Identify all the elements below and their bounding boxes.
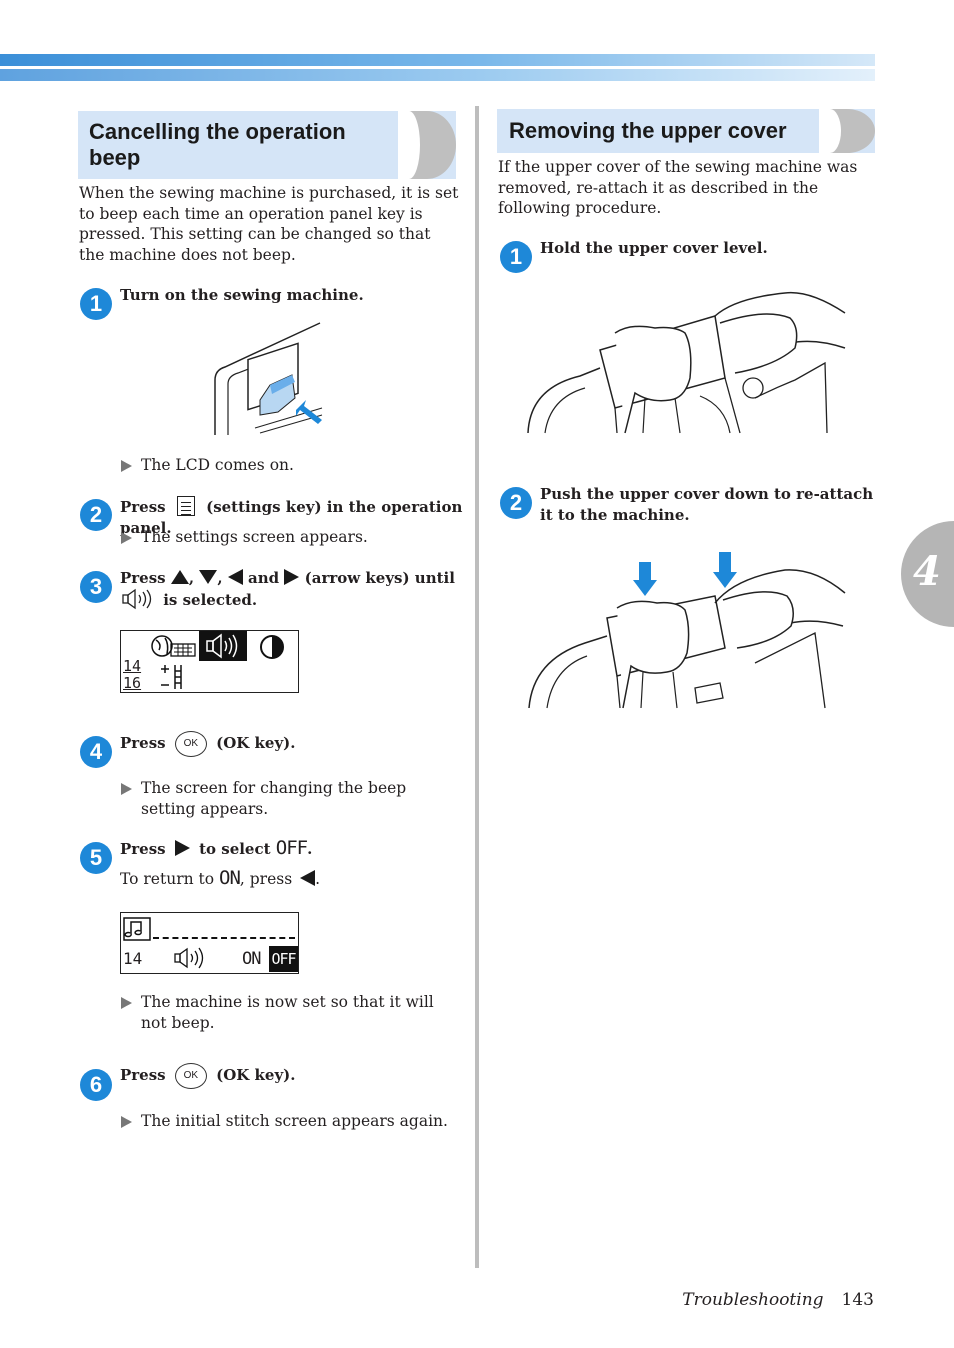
chapter-number: 4 [913, 548, 941, 595]
press-label: Press [120, 1066, 166, 1084]
left-heading-text: Cancelling the operation beep [89, 119, 346, 170]
step-number-badge: 1 [500, 241, 532, 273]
left-intro-text: When the sewing machine is purchased, it is set to beep each time an operation panel key is pressed. This setting can be changed so that the machine does not beep. [79, 184, 459, 264]
return-press-text: , press [239, 870, 293, 888]
right-step-2-instruction: Push the upper cover down to re-attach it to the machine. [540, 485, 874, 524]
step-4-result: The screen for changing the beep setting appears. [120, 778, 461, 820]
lcd-row-value-1: 14 [123, 657, 142, 675]
header-band-top [0, 54, 875, 66]
step-3-instruction [120, 568, 465, 589]
left-section-heading [78, 111, 456, 179]
arrow-left-icon [228, 569, 243, 585]
contrast-icon [259, 634, 285, 660]
ok-key-icon: OK [175, 731, 207, 757]
press-label: Press [120, 569, 166, 587]
header-band-bottom [0, 69, 875, 81]
power-switch-illustration [210, 320, 330, 440]
step-3-continuation [122, 588, 452, 611]
step-1-instruction: Turn on the sewing machine. [120, 286, 364, 304]
lcd-on-option: ON [242, 949, 261, 969]
right-intro-text: If the upper cover of the sewing machine was removed, re-attach it as described in the following procedure. [498, 158, 858, 217]
and-label: and [248, 569, 280, 587]
separator: , [217, 569, 223, 587]
step-6-result: The initial stitch screen appears again. [120, 1111, 471, 1132]
step-number-badge: 2 [80, 499, 112, 531]
step-5-instruction [120, 838, 450, 860]
step-number-badge: 6 [80, 1069, 112, 1101]
chapter-tab [901, 521, 954, 627]
step-4-instruction [120, 731, 450, 757]
press-label: Press [120, 498, 166, 516]
footer-section-title: Troubleshooting [682, 1290, 824, 1310]
right-step-1-instruction: Hold the upper cover level. [540, 239, 768, 257]
page-footer [682, 1290, 874, 1310]
right-section-heading [497, 109, 875, 153]
globe-keyboard-icon [151, 634, 197, 660]
arrow-keys-text: (arrow keys) until [304, 569, 455, 587]
punctuation: . [307, 840, 313, 858]
speaker-icon [122, 588, 156, 610]
stitch-width-icon [157, 661, 189, 691]
step-number-badge: 5 [80, 842, 112, 874]
arrow-right-icon [284, 569, 299, 585]
step-2-text: (settings key) in the operation panel. [120, 498, 463, 537]
to-select-text: to select [199, 840, 271, 858]
arrow-down-icon [199, 570, 217, 584]
step-6-instruction [120, 1063, 450, 1089]
speaker-icon [173, 946, 209, 970]
selected-text: is selected. [163, 591, 258, 609]
off-lcd-label: OFF [275, 837, 308, 859]
lcd-settings-screen [120, 630, 299, 693]
step-number-badge: 4 [80, 736, 112, 768]
lcd-stitch-number: 14 [123, 949, 143, 968]
column-divider [475, 106, 479, 1268]
lcd-off-option-selected: OFF [269, 946, 298, 972]
page-number: 143 [841, 1290, 874, 1310]
press-label: Press [120, 734, 166, 752]
arrow-up-icon [171, 570, 189, 584]
lcd-row-value-2: 16 [123, 674, 142, 692]
step-1-result: The LCD comes on. [120, 455, 471, 476]
step-number-badge: 1 [80, 288, 112, 320]
speaker-selected-highlight [199, 631, 247, 661]
settings-key-icon [177, 496, 195, 516]
lcd-dashed-line [153, 937, 295, 939]
hands-holding-cover-illustration [525, 288, 855, 438]
step-2-result: The settings screen appears. [120, 527, 471, 548]
return-text: To return to [120, 870, 215, 888]
step-5-return-note [120, 868, 450, 890]
arrow-left-icon [300, 870, 315, 886]
separator: , [188, 569, 195, 587]
punctuation: . [315, 870, 321, 888]
ok-key-icon: OK [175, 1063, 207, 1089]
right-heading-text: Removing the upper cover [509, 118, 787, 143]
press-label: Press [120, 840, 166, 858]
ok-key-text: (OK key). [216, 1066, 296, 1084]
heading-tab-decor [398, 111, 456, 179]
music-note-icon [123, 916, 153, 942]
speaker-icon [199, 631, 247, 661]
on-lcd-label: ON [219, 867, 240, 889]
step-5-result: The machine is now set so that it will not beep. [120, 992, 461, 1034]
lcd-beep-setting-screen [120, 912, 299, 974]
step-number-badge: 2 [500, 487, 532, 519]
ok-key-text: (OK key). [216, 734, 296, 752]
step-number-badge: 3 [80, 571, 112, 603]
hands-pushing-cover-illustration [525, 548, 855, 710]
arrow-right-icon [175, 840, 190, 856]
